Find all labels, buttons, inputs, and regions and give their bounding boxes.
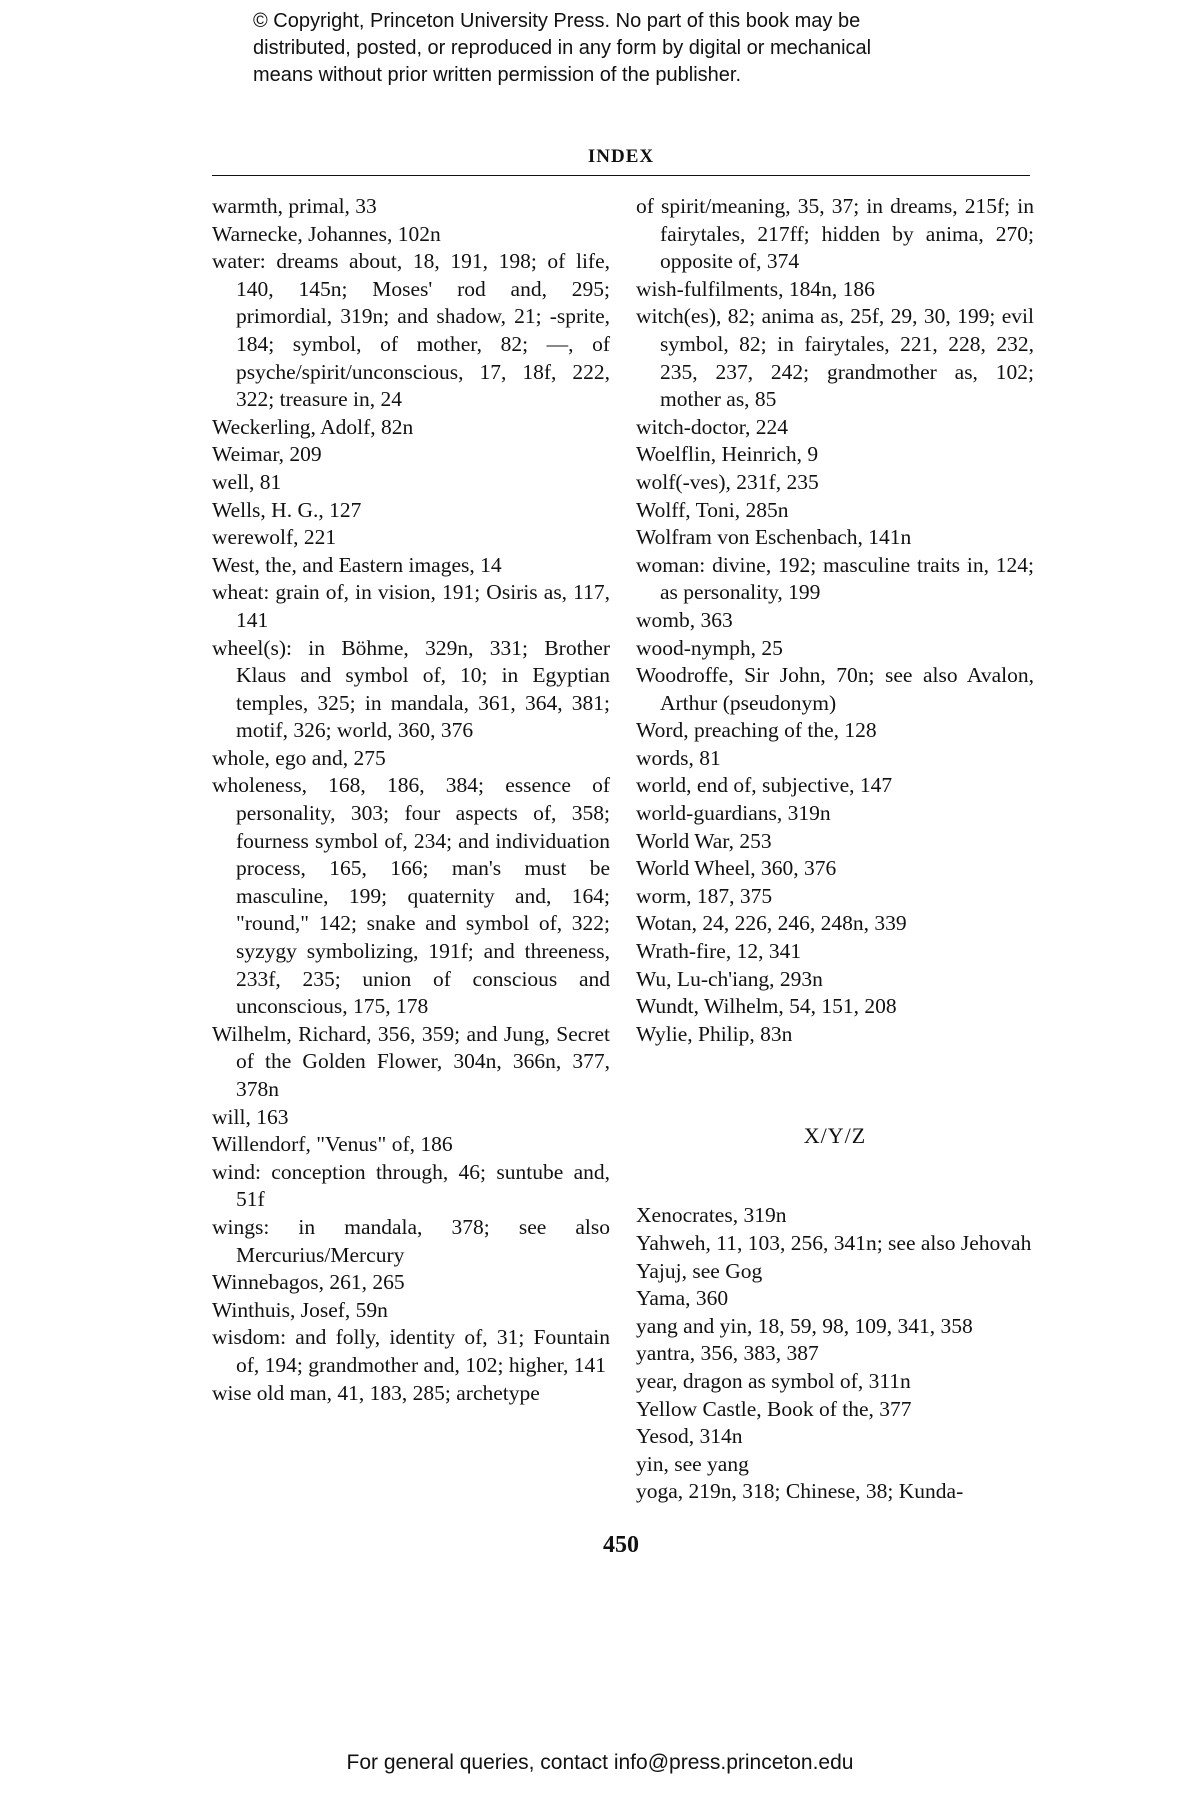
copyright-notice	[253, 8, 1073, 89]
index-entry: wood-nymph, 25	[636, 635, 783, 660]
section-gap	[636, 1154, 1034, 1202]
index-entry: Wylie, Philip, 83n	[636, 1021, 793, 1046]
section-gap	[636, 1048, 1034, 1118]
index-entry: yin, see yang	[636, 1451, 749, 1476]
index-entry: world, end of, subjective, 147	[636, 773, 893, 798]
index-entry: Weimar, 209	[212, 442, 322, 467]
index-entry: Wundt, Wilhelm, 54, 151, 208	[636, 994, 897, 1019]
index-entries-xyz	[636, 1202, 1034, 1506]
page-number: 450	[603, 1532, 639, 1558]
index-entry: Yajuj, see Gog	[636, 1258, 763, 1283]
index-entry: Yahweh, 11, 103, 256, 341n; see also Jehovah	[636, 1231, 1032, 1255]
running-head: INDEX	[587, 146, 655, 167]
index-entry: witch(es), 82; anima as, 25f, 29, 30, 199; evil symbol, 82; in fairytales, 221, 228, 232, 235, 237, 242; grandmother as, 102; mother as, 85	[636, 304, 1034, 412]
index-entry: Wilhelm, Richard, 356, 359; and Jung, Secret of the Golden Flower, 304n, 366n, 377, 378n	[212, 1021, 610, 1101]
index-entry: werewolf, 221	[212, 525, 337, 550]
index-entry: Wolfram von Eschenbach, 141n	[636, 525, 912, 550]
index-entry: world-guardians, 319n	[636, 801, 831, 826]
index-entry: wise old man, 41, 183, 285; archetype	[212, 1380, 540, 1405]
index-entry: yoga, 219n, 318; Chinese, 38; Kunda-	[636, 1479, 964, 1504]
index-entry: yang and yin, 18, 59, 98, 109, 341, 358	[636, 1313, 973, 1338]
index-entry: wolf(-ves), 231f, 235	[636, 469, 819, 494]
section-heading: X/Y/Z	[803, 1123, 867, 1149]
index-entry: wheel(s): in Böhme, 329n, 331; Brother Klaus and symbol of, 10; in Egyptian temples, 325; in mandala, 361, 364, 381; motif, 326; world, 360, 376	[212, 635, 610, 743]
index-entry: Wotan, 24, 226, 246, 248n, 339	[636, 911, 907, 936]
index-column-left	[212, 193, 610, 1407]
index-entry: Yellow Castle, Book of the, 377	[636, 1396, 912, 1421]
index-entry: well, 81	[212, 469, 282, 494]
copyright-line: © Copyright, Princeton University Press. No part of this book may be	[253, 10, 861, 32]
index-entry: West, the, and Eastern images, 14	[212, 552, 502, 577]
index-entry: wholeness, 168, 186, 384; essence of personality, 303; four aspects of, 358; fourness symbol of, 234; and individuation process, 165, 166; man's must be masculine, 199; quaternity and, 164; "round," 142; snake and symbol of, 322; syzygy symbolizing, 191f; and threeness, 233f, 235; union of conscious and unconscious, 175, 178	[212, 773, 610, 1019]
copyright-line: distributed, posted, or reproduced in any form by digital or mechanical	[253, 37, 872, 59]
index-entry: Woodroffe, Sir John, 70n; see also Avalon, Arthur (pseudonym)	[636, 663, 1034, 715]
index-entry: World Wheel, 360, 376	[636, 856, 837, 881]
index-entry: Wu, Lu-ch'iang, 293n	[636, 966, 823, 991]
index-entry: Yesod, 314n	[636, 1424, 743, 1449]
index-entry: Woelflin, Heinrich, 9	[636, 442, 819, 467]
copyright-line: means without prior written permission of the publisher.	[253, 64, 742, 86]
index-entry: wisdom: and folly, identity of, 31; Fountain of, 194; grandmother and, 102; higher, 141	[212, 1325, 610, 1377]
index-entry: Warnecke, Johannes, 102n	[212, 221, 441, 246]
index-entry: Xenocrates, 319n	[636, 1203, 787, 1228]
index-entry: whole, ego and, 275	[212, 745, 386, 770]
index-entry: wish-fulfilments, 184n, 186	[636, 276, 875, 301]
index-column-right	[636, 193, 1034, 1506]
index-entry: Wrath-fire, 12, 341	[636, 939, 802, 964]
index-entry: water: dreams about, 18, 191, 198; of life, 140, 145n; Moses' rod and, 295; primordial, 319n; and shadow, 21; -sprite, 184; symbol, of mother, 82; —, of psyche/spirit/unconscious, 17, 18f, 222, 322; treasure in, 24	[212, 249, 610, 412]
index-entry: Wells, H. G., 127	[212, 497, 362, 522]
index-entry: will, 163	[212, 1104, 289, 1129]
index-entry: wings: in mandala, 378; see also Mercurius/Mercury	[212, 1214, 610, 1267]
index-entry: wind: conception through, 46; suntube and, 51f	[212, 1159, 610, 1212]
index-entry: Yama, 360	[636, 1286, 729, 1311]
index-entry: worm, 187, 375	[636, 883, 773, 908]
header-rule	[212, 175, 1030, 176]
index-entry: World War, 253	[636, 828, 772, 853]
index-entry: Winnebagos, 261, 265	[212, 1270, 405, 1295]
index-entry: Willendorf, "Venus" of, 186	[212, 1132, 453, 1157]
index-entry: Wolff, Toni, 285n	[636, 497, 789, 522]
index-entry: of spirit/meaning, 35, 37; in dreams, 215f; in fairytales, 217ff; hidden by anima, 270; opposite of, 374	[636, 194, 1034, 274]
index-entry: woman: divine, 192; masculine traits in, 124; as personality, 199	[636, 552, 1034, 605]
footer-contact: For general queries, contact info@press.princeton.edu	[346, 1751, 854, 1774]
index-entries-w	[636, 193, 1034, 1048]
index-entry: yantra, 356, 383, 387	[636, 1341, 819, 1366]
index-entry: womb, 363	[636, 607, 733, 632]
index-entry: warmth, primal, 33	[212, 194, 377, 218]
index-entry: witch-doctor, 224	[636, 414, 788, 439]
index-entry: Word, preaching of the, 128	[636, 718, 877, 743]
index-entry: wheat: grain of, in vision, 191; Osiris as, 117, 141	[212, 580, 610, 632]
index-entry: year, dragon as symbol of, 311n	[636, 1368, 911, 1393]
index-entry: Winthuis, Josef, 59n	[212, 1297, 388, 1322]
index-entry: Weckerling, Adolf, 82n	[212, 414, 414, 439]
index-entry: words, 81	[636, 745, 721, 770]
